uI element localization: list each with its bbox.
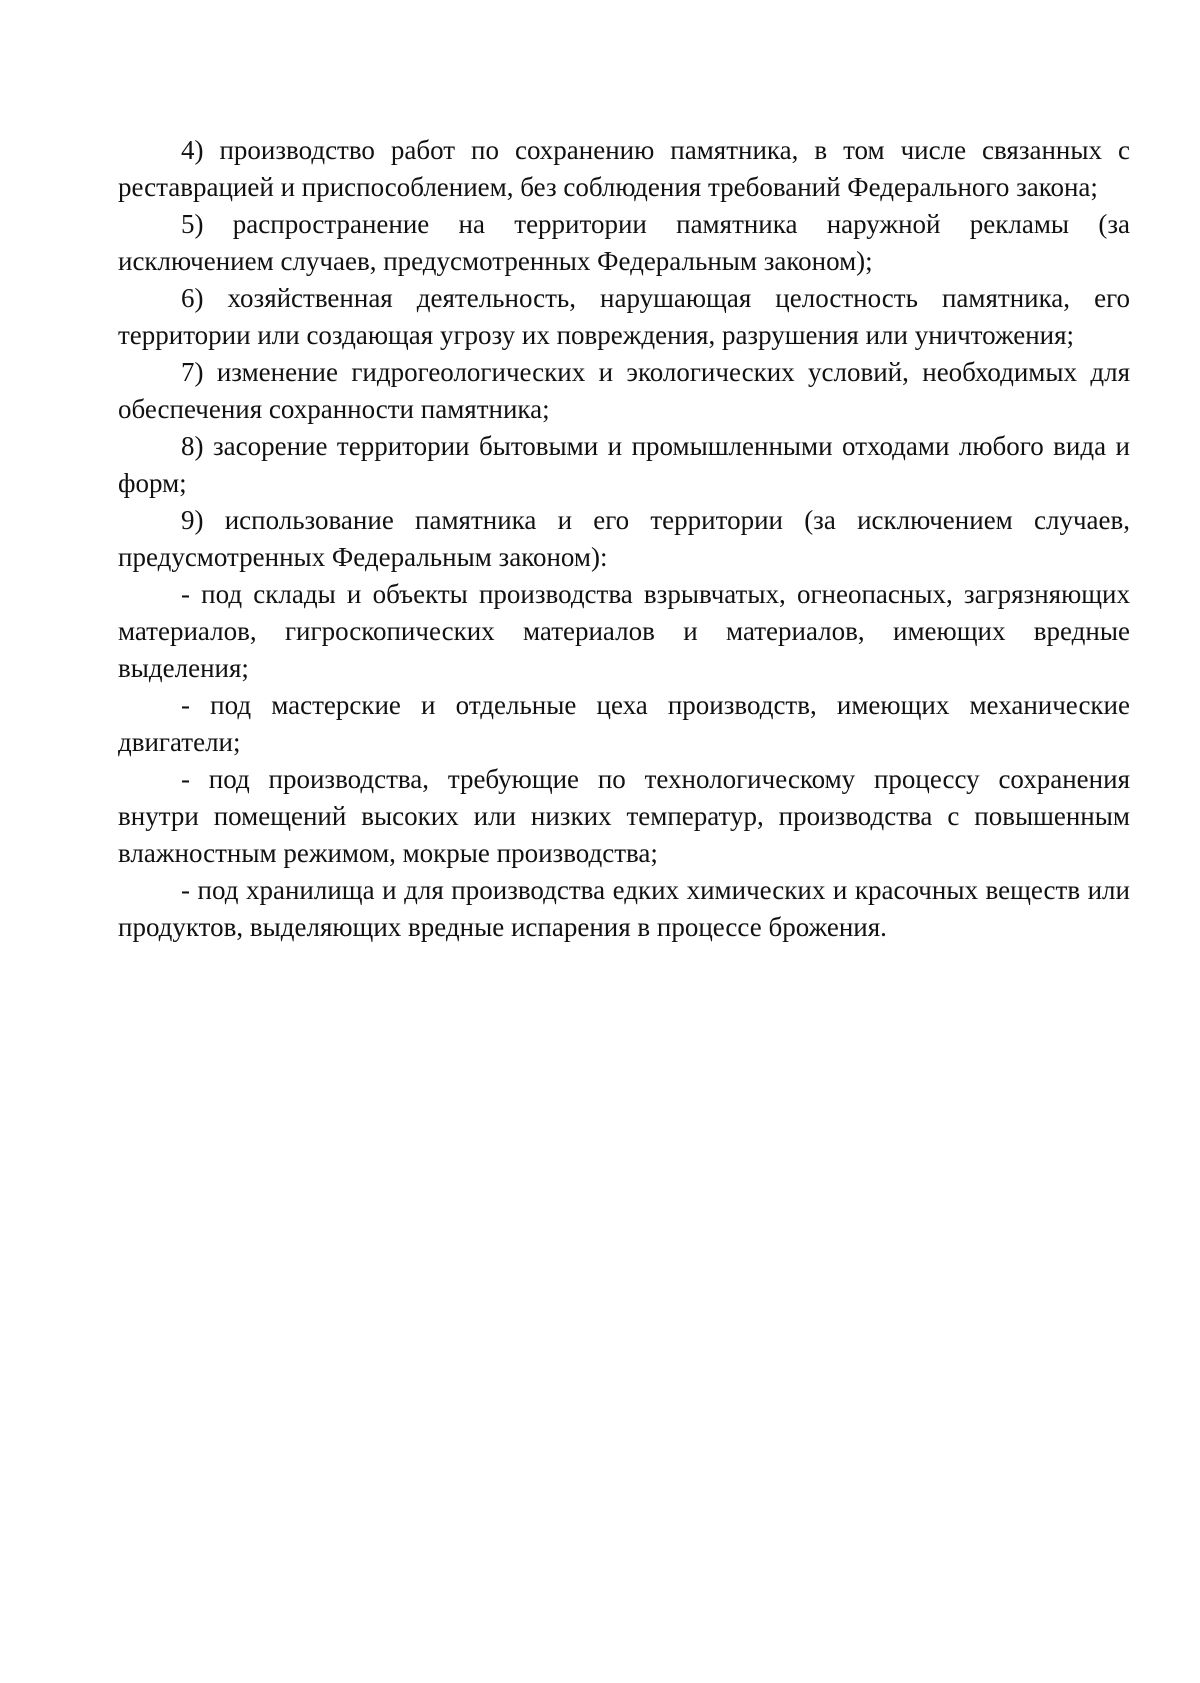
paragraph-subitem-temperature-production: - под производства, требующие по технологическому процессу сохранения внутри помещений высоких или низких температур, производства с повышенным влажностным режимом, мокрые производства; (118, 764, 1130, 868)
paragraph-item-9: 9) использование памятника и его территории (за исключением случаев, предусмотренных Федеральным законом): (118, 505, 1130, 572)
paragraph-subitem-warehouses: - под склады и объекты производства взрывчатых, огнеопасных, загрязняющих материалов, гигроскопических материалов и материалов, имеющих вредные выделения; (118, 579, 1130, 683)
paragraph-item-4: 4) производство работ по сохранению памятника, в том числе связанных с реставрацией и приспособлением, без соблюдения требований Федерального закона; (118, 135, 1130, 202)
paragraph-subitem-chemical-storage: - под хранилища и для производства едких химических и красочных веществ или продуктов, выделяющих вредные испарения в процессе брожения. (118, 875, 1130, 942)
paragraph-item-5: 5) распространение на территории памятника наружной рекламы (за исключением случаев, предусмотренных Федеральным законом); (118, 209, 1130, 276)
document-body (118, 132, 1130, 946)
paragraph-item-6: 6) хозяйственная деятельность, нарушающая целостность памятника, его территории или создающая угрозу их повреждения, разрушения или уничтожения; (118, 283, 1130, 350)
paragraph-item-7: 7) изменение гидрогеологических и экологических условий, необходимых для обеспечения сохранности памятника; (118, 357, 1130, 424)
paragraph-subitem-workshops: - под мастерские и отдельные цеха производств, имеющих механические двигатели; (118, 690, 1130, 757)
paragraph-item-8: 8) засорение территории бытовыми и промышленными отходами любого вида и форм; (118, 431, 1130, 498)
